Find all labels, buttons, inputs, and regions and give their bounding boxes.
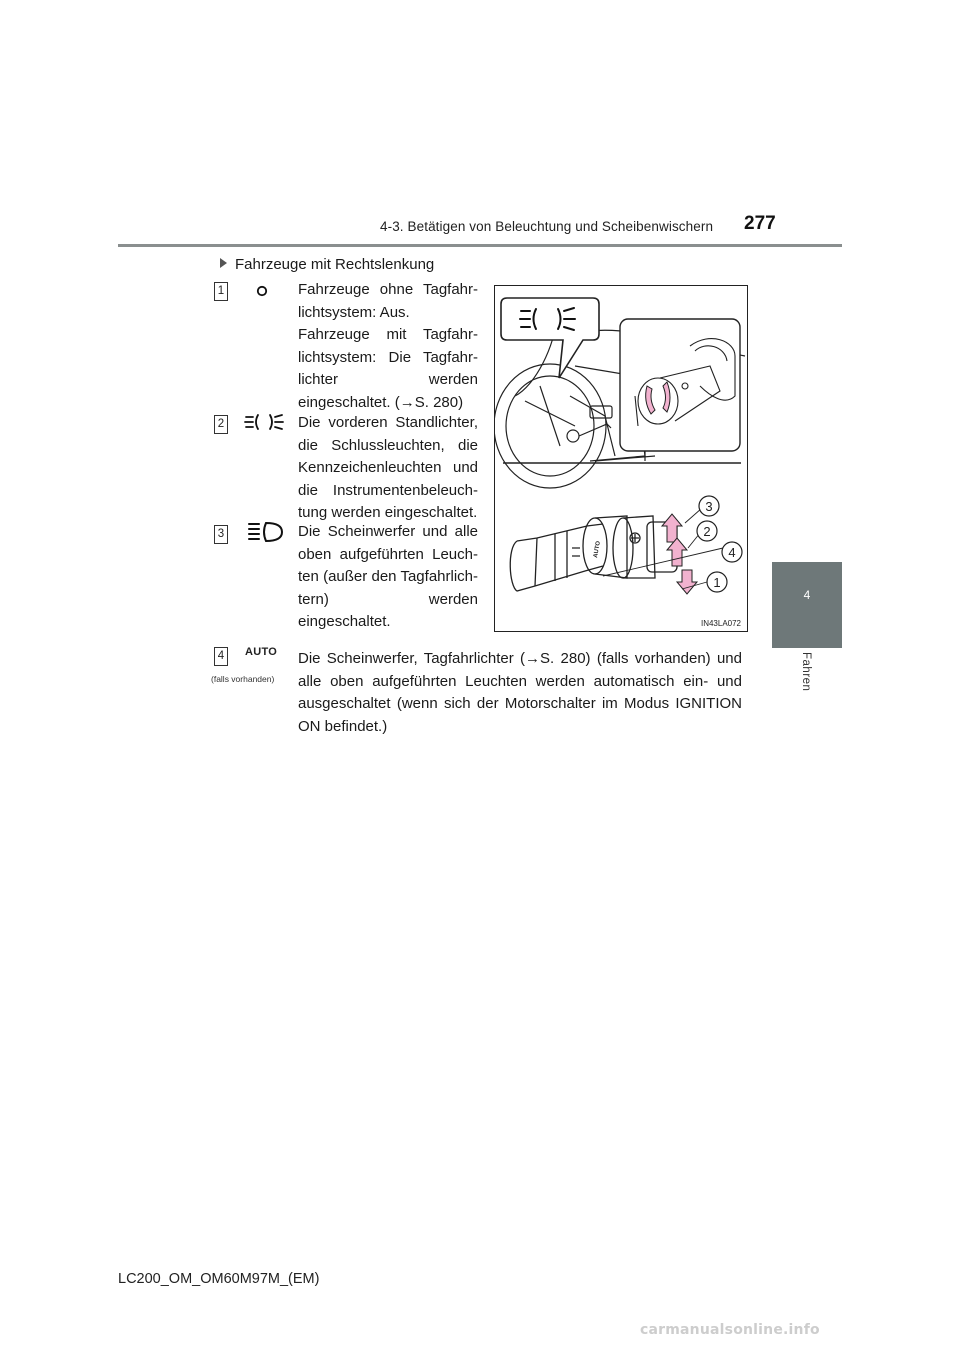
parking-lights-icon: [244, 411, 284, 433]
item-number-4: 4: [214, 647, 228, 666]
illustration-drawing: [495, 286, 746, 630]
item-2-paragraph-1: Die vorderen Standlichter, die Schlussleuchten, die Kennzeichenleuchten und die Instrumentenbeleuch-tung werden eingeschaltet.: [298, 414, 478, 521]
chapter-number: 4: [803, 588, 811, 602]
header-rule: [118, 244, 842, 247]
stalk-auto-label: AUTO: [593, 540, 602, 559]
light-switch-illustration: [494, 285, 748, 632]
sub-heading-text: Fahrzeuge mit Rechtslenkung: [235, 256, 435, 273]
figure-code: IN43LA072: [700, 619, 741, 628]
triangle-bullet-icon: [220, 258, 227, 268]
auto-symbol-label: AUTO: [245, 646, 278, 658]
switch-zoom-inset: [620, 319, 740, 451]
sub-heading: [220, 256, 434, 273]
off-circle-icon: [255, 284, 269, 298]
item-1-paragraph-2: Fahrzeuge mit Tagfahr-lichtsystem: Die Tagfahr-lichter werden eingeschaltet. (→S. 280): [298, 326, 478, 411]
item-number-1: 1: [214, 282, 228, 301]
item-3-description: [298, 521, 478, 634]
item-4-paragraph-1: Die Scheinwerfer, Tagfahrlichter (→S. 280) (falls vorhanden) und alle oben aufgeführten Leuchten werden automatisch ein- und ausgeschaltet (wenn sich der Motorschalter im Modus IGNITION ON befindet.): [298, 650, 742, 735]
page-number: 277: [744, 213, 776, 234]
chapter-title-vertical: [774, 652, 840, 712]
item-1-description: [298, 279, 478, 414]
site-watermark: [640, 1321, 940, 1343]
section-title: 4-3. Betätigen von Beleuchtung und Scheibenwischern: [380, 219, 714, 234]
callout-2-label: 2: [703, 524, 711, 539]
headlight-icon: [246, 520, 284, 544]
arrow-down-1: [677, 570, 697, 594]
chapter-title: Fahren: [800, 652, 812, 692]
item-number-3: 3: [214, 525, 228, 544]
item-1-paragraph-1: Fahrzeuge ohne Tagfahr-lichtsystem: Aus.: [298, 281, 478, 321]
callout-3-label: 3: [705, 499, 713, 514]
watermark-text: carmanualsonline.info: [640, 1322, 820, 1338]
model-code-footer: LC200_OM_OM60M97M_(EM): [118, 1271, 320, 1287]
chapter-tab: [772, 562, 842, 648]
item-4-description: [298, 648, 742, 738]
arrow-up-3: [662, 514, 682, 542]
item-number-2: 2: [214, 415, 228, 434]
callout-4-label: 4: [728, 545, 736, 560]
callout-bubble: [501, 298, 599, 378]
callout-1-label: 1: [713, 575, 721, 590]
item-2-description: [298, 412, 478, 525]
auto-availability-note: (falls vorhanden): [211, 674, 275, 684]
item-3-paragraph-1: Die Scheinwerfer und alle oben aufgeführten Leuch-ten (außer den Tagfahrlich-tern) werden eingeschaltet.: [298, 523, 478, 630]
